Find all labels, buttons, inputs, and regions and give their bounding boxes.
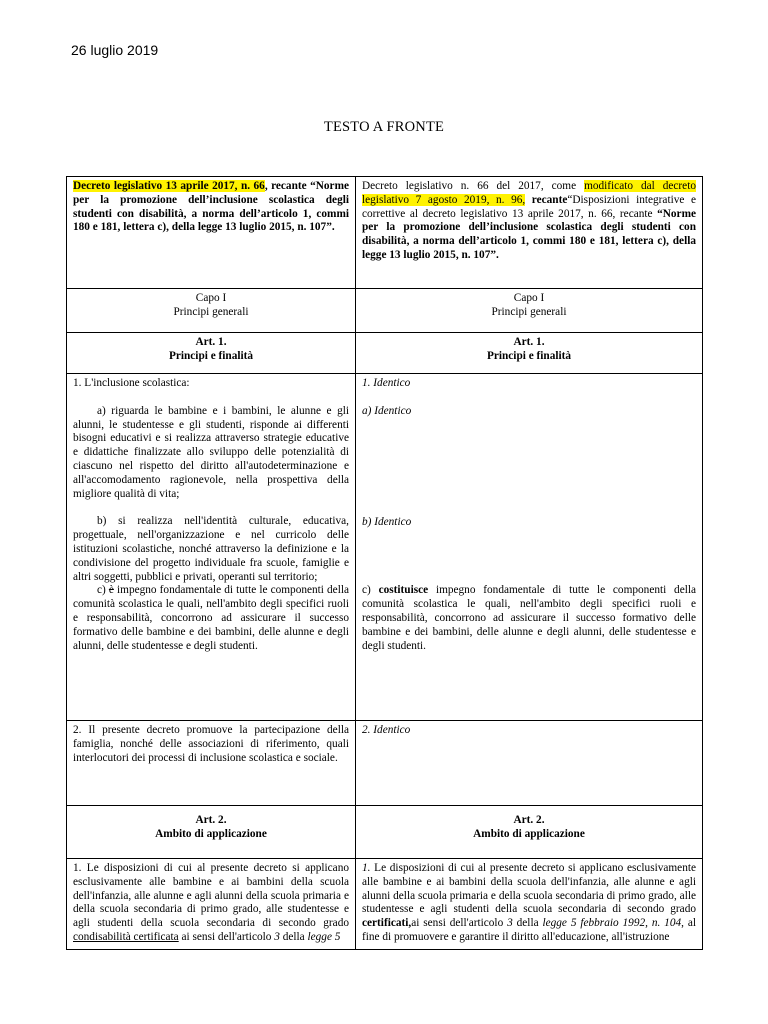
deleted-text: è — [108, 584, 114, 597]
art2-comma1-text — [73, 862, 349, 945]
law-ref: legge 5 febbraio 1992, n. 104 — [542, 917, 682, 930]
comma-2-identico: 2. Identico — [362, 724, 411, 736]
article-number: Art. 2. — [195, 814, 227, 826]
art2-right-header — [356, 806, 703, 859]
letter-a: a) riguarda le bambine e i bambini, le alunne e gli alunni, le studentesse e gli studenti, risponde ai differenti bisogni educativi e si realizza attraverso strategie educative e didattiche finalizzate allo sviluppo delle potenzialità di ciascuno nel rispetto del diritto all'autodeterminazione e all'accomodamento ragionevole, nella prospettiva della migliore qualità di vita; — [73, 404, 349, 500]
article-number: Art. 1. — [195, 336, 227, 348]
added-text: certificati, — [362, 917, 412, 930]
letter-c-text: impegno fondamentale di tutte le componenti della comunità scolastica le quali, nell'ambito degli specifici ruoli e responsabilità, concorrono ad assicurare il successo formativo delle bambine e dei bambini, delle alunne e degli alunni, delle studentesse e degli studenti. — [73, 584, 349, 652]
art2-left-body — [67, 859, 356, 950]
letter-a-identico: a) Identico — [362, 404, 412, 417]
document-title: TESTO A FRONTE — [323, 119, 445, 135]
article-title: Ambito di applicazione — [155, 827, 267, 840]
capo-number: Capo I — [513, 292, 545, 304]
letter-c — [73, 584, 349, 653]
table-row-art2-comma1 — [67, 859, 703, 950]
table-row-art2-header — [67, 806, 703, 859]
art1-left-body — [67, 374, 356, 721]
article-number: Art. 2. — [513, 814, 545, 826]
comma-1-identico: 1. Identico — [362, 377, 411, 389]
art1-comma2-right — [356, 721, 703, 806]
intro-left-highlight: Decreto legislativo 13 aprile 2017, n. 66 — [73, 180, 265, 192]
art2-left-header — [67, 806, 356, 859]
deleted-text: condisabilità certificata — [73, 930, 179, 943]
intro-left-quote: “Norme per la promozione dell’inclusione scolastica degli studenti con disabilità, a norma dell’articolo 1, commi 180 e 181, lettera c), della legge 13 luglio 2015, n. 107”. — [73, 180, 349, 234]
table-row-intro — [67, 177, 703, 289]
capo-number: Capo I — [195, 292, 227, 304]
intro-right-recante: recante — [525, 193, 568, 206]
comma-2-text: 2. Il presente decreto promuove la partecipazione della famiglia, nonché delle associazioni di riferimento, quali interlocutori dei processi di inclusione scolastica e sociale. — [73, 724, 349, 764]
letter-c-text: impegno fondamentale di tutte le componenti della comunità scolastica le quali, nell'ambito degli specifici ruoli e responsabilità, concorrono ad assicurare il successo formativo delle bambine e dei bambini, delle alunne e degli alunni, delle studentesse e degli studenti. — [362, 584, 696, 652]
article-number: Art. 1. — [513, 336, 545, 348]
capo-title: Principi generali — [173, 305, 249, 318]
letter-c-modified — [362, 584, 696, 653]
text-segment: , al fine di promuovere e garantire il diritto all'educazione, all'istruzione — [362, 917, 696, 943]
intro-left-cell — [67, 177, 356, 289]
table-row-art1-header — [67, 333, 703, 374]
document-date: 26 luglio 2019 — [71, 42, 159, 58]
added-text: costituisce — [378, 584, 429, 597]
article-ref: 3 — [274, 930, 280, 943]
table-row-art1-comma2 — [67, 721, 703, 806]
text-segment: della — [512, 917, 543, 930]
article-title: Ambito di applicazione — [473, 827, 585, 840]
letter-c-label: c) — [97, 584, 109, 597]
text-segment: della — [279, 930, 308, 943]
comparison-table — [66, 176, 703, 950]
text-segment: ai sensi dell'articolo — [178, 930, 275, 943]
comma-number: 1. — [362, 862, 371, 874]
table-row-art1-comma1 — [67, 374, 703, 721]
comma-1-intro: 1. L'inclusione scolastica: — [73, 377, 190, 389]
art2-right-body — [356, 859, 703, 950]
text-segment: Le disposizioni di cui al presente decreto si applicano esclusivamente alle bambine e ai bambini della scuola dell'infanzia, alle alunne e agli alunni della scuola primaria e della scuola secondaria di primo grado, alle studentesse e agli studenti della scuola secondaria di secondo grado — [362, 862, 696, 916]
letter-b: b) si realizza nell'identità culturale, educativa, progettuale, nell'organizzazione e nel curricolo delle istituzioni scolastiche, nonché attraverso la definizione e la condivisione del progetto individuale fra scuole, famiglie e altri soggetti, pubblici e privati, operanti sul territorio; — [73, 515, 349, 583]
letter-b-identico: b) Identico — [362, 515, 412, 528]
intro-right-cell — [356, 177, 703, 289]
article-ref: 3 — [507, 917, 513, 930]
table-row-capo — [67, 289, 703, 333]
law-ref: legge 5 — [307, 930, 341, 943]
art1-right-body — [356, 374, 703, 721]
capo-right-cell — [356, 289, 703, 333]
art2-comma1-text — [362, 862, 696, 945]
intro-right-text: Decreto legislativo n. 66 del 2017, come — [362, 180, 585, 192]
art1-comma2-left — [67, 721, 356, 806]
capo-left-cell — [67, 289, 356, 333]
art1-left-header — [67, 333, 356, 374]
text-segment: 1. Le disposizioni di cui al presente decreto si applicano esclusivamente alle bambine e ai bambini della scuola dell'infanzia, alle alunne e agli alunni della scuola primaria e della scuola secondaria di primo grado, alle studentesse e agli studenti della scuola secondaria di secondo grado — [73, 862, 349, 930]
article-title: Principi e finalità — [486, 349, 572, 362]
article-title: Principi e finalità — [168, 349, 254, 362]
text-segment: ai sensi dell'articolo — [411, 917, 508, 930]
intro-right-subtitle: “Disposizioni integrative e correttive al decreto legislativo 13 aprile 2017, n. 66, recante — [362, 193, 696, 220]
intro-left-text: , recante — [264, 180, 311, 192]
art1-right-header — [356, 333, 703, 374]
letter-c-label: c) — [362, 584, 379, 597]
intro-right-quote: “Norme per la promozione dell’inclusione scolastica degli studenti con disabilità, a norma dell’articolo 1, commi 180 e 181, lettera c), della legge 13 luglio 2015, n. 107”. — [362, 207, 696, 261]
intro-right-highlight: modificato dal decreto legislativo 7 agosto 2019, n. 96, — [362, 180, 696, 206]
capo-title: Principi generali — [491, 305, 567, 318]
